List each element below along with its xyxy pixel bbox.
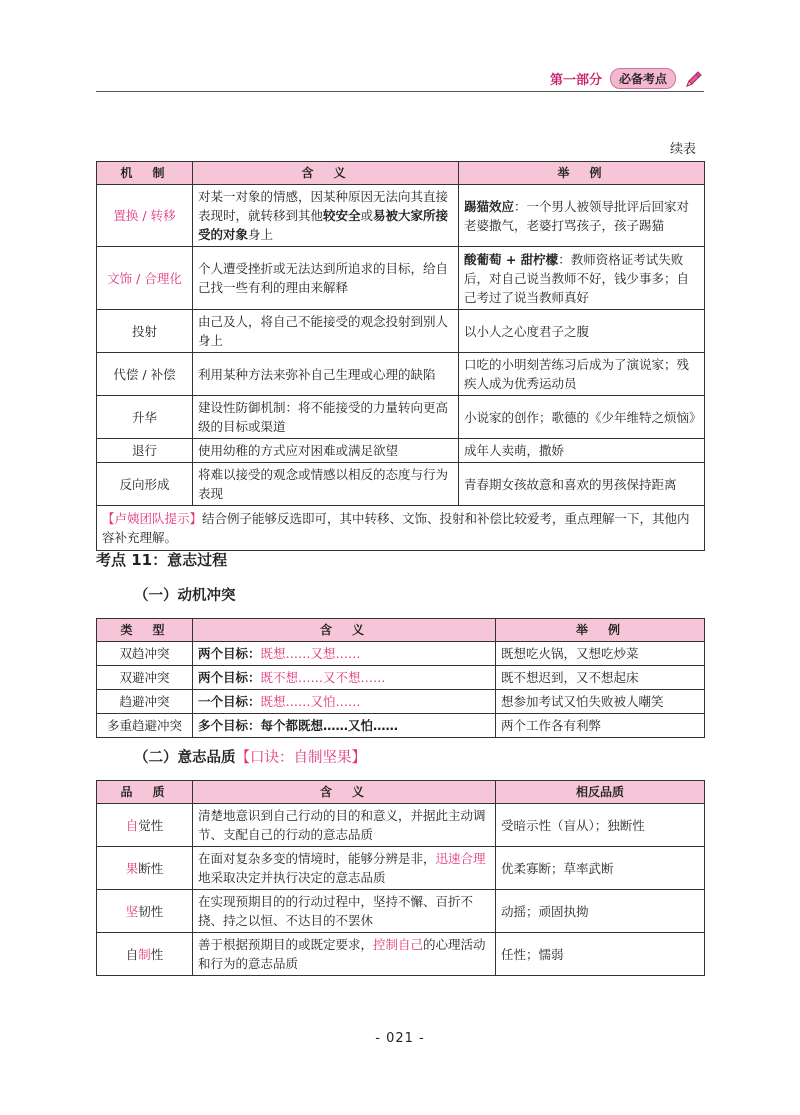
mechanism-example: 以小人之心度君子之腹 [459, 310, 705, 353]
section-heading: 考点 11：意志过程 [96, 551, 228, 569]
header-rule [96, 91, 704, 92]
mechanism-name: 反向形成 [97, 463, 193, 506]
table-row [97, 185, 705, 247]
subsection-heading: （二）意志品质【口诀：自制坚果】 [134, 750, 366, 766]
mechanism-meaning: 由己及人，将自己不能接受的观念投射到别人身上 [193, 310, 459, 353]
mechanism-example: 口吃的小明刻苦练习后成为了演说家；残疾人成为优秀运动员 [459, 353, 705, 396]
table-row [97, 690, 705, 714]
mechanism-meaning: 对某一对象的情感，因某种原因无法向其直接表现时，就转移到其他较安全或易被大家所接受的对象身上 [193, 185, 459, 247]
mechanism-name: 升华 [97, 396, 193, 439]
pencil-icon [684, 69, 704, 89]
header-cell: 品 质 [97, 781, 193, 804]
mechanism-name: 置换 / 转移 [97, 185, 193, 247]
quality-name: 坚韧性 [97, 890, 193, 933]
quality-name: 果断性 [97, 847, 193, 890]
table-row [97, 890, 705, 933]
header-cell: 举 例 [459, 162, 705, 185]
conflict-example: 两个工作各有利弊 [496, 714, 705, 738]
quality-name: 自觉性 [97, 804, 193, 847]
conflict-meaning: 一个目标：既想……又怕…… [193, 690, 496, 714]
mechanism-meaning: 建设性防御机制：将不能接受的力量转向更高级的目标或渠道 [193, 396, 459, 439]
mechanism-example: 踢猫效应：一个男人被领导批评后回家对老婆撒气，老婆打骂孩子，孩子踢猫 [459, 185, 705, 247]
tip-cell [97, 506, 705, 551]
header-cell: 举 例 [496, 619, 705, 642]
conflict-meaning: 两个目标：既想……又想…… [193, 642, 496, 666]
mechanism-name: 代偿 / 补偿 [97, 353, 193, 396]
tip-tag: 【卢姨团队提示】 [102, 511, 203, 526]
conflict-example: 既不想迟到，又不想起床 [496, 666, 705, 690]
table-row [97, 714, 705, 738]
table-row [97, 804, 705, 847]
mechanism-meaning: 利用某种方法来弥补自己生理或心理的缺陷 [193, 353, 459, 396]
table-row [97, 439, 705, 463]
mechanism-name: 投射 [97, 310, 193, 353]
subsection-heading: （一）动机冲突 [134, 588, 236, 604]
page-number: - 021 - [375, 1031, 425, 1046]
quality-opposite: 任性；懦弱 [496, 933, 705, 976]
mechanism-example: 小说家的创作；歌德的《少年维特之烦恼》 [459, 396, 705, 439]
conflict-meaning: 两个目标：既不想……又不想…… [193, 666, 496, 690]
table-row [97, 463, 705, 506]
quality-meaning: 在面对复杂多变的情境时，能够分辨是非，迅速合理地采取决定并执行决定的意志品质 [193, 847, 496, 890]
will-quality-table [96, 780, 705, 976]
header-cell: 机 制 [97, 162, 193, 185]
table-row [97, 310, 705, 353]
conflict-type: 双避冲突 [97, 666, 193, 690]
header-cell: 含 义 [193, 162, 459, 185]
mechanism-example: 成年人卖萌，撒娇 [459, 439, 705, 463]
header-cell: 类 型 [97, 619, 193, 642]
conflict-example: 既想吃火锅，又想吃炒菜 [496, 642, 705, 666]
section-badge: 必备考点 [610, 68, 676, 89]
motive-conflict-table [96, 618, 705, 738]
header-cell: 含 义 [193, 619, 496, 642]
table-header-row [97, 781, 705, 804]
header-cell: 相反品质 [496, 781, 705, 804]
quality-meaning: 清楚地意识到自己行动的目的和意义，并据此主动调节、支配自己的行动的意志品质 [193, 804, 496, 847]
table-row [97, 642, 705, 666]
tip-text: 结合例子能够反选即可，其中转移、文饰、投射和补偿比较爱考，重点理解一下，其他内容补充理解。 [102, 511, 690, 545]
header-right [550, 68, 704, 89]
table-header-row [97, 619, 705, 642]
table-row [97, 247, 705, 310]
header-cell: 含 义 [193, 781, 496, 804]
page-header [96, 66, 704, 92]
quality-meaning: 在实现预期目的的行动过程中，坚持不懈、百折不挠、持之以恒、不达目的不罢休 [193, 890, 496, 933]
mechanism-name: 文饰 / 合理化 [97, 247, 193, 310]
table-row [97, 847, 705, 890]
mechanism-meaning: 将难以接受的观念或情感以相反的态度与行为表现 [193, 463, 459, 506]
quality-meaning: 善于根据预期目的或既定要求，控制自己的心理活动和行为的意志品质 [193, 933, 496, 976]
mechanism-meaning: 使用幼稚的方式应对困难或满足欲望 [193, 439, 459, 463]
mechanism-example: 酸葡萄 + 甜柠檬：教师资格证考试失败后，对自己说当教师不好，钱少事多；自己考过了说当教师真好 [459, 247, 705, 310]
quality-opposite: 优柔寡断；草率武断 [496, 847, 705, 890]
mechanism-meaning: 个人遭受挫折或无法达到所追求的目标，给自己找一些有利的理由来解释 [193, 247, 459, 310]
conflict-type: 趋避冲突 [97, 690, 193, 714]
conflict-type: 多重趋避冲突 [97, 714, 193, 738]
table-row [97, 666, 705, 690]
mnemonic-tag: 【口诀：自制坚果】 [235, 750, 366, 766]
quality-opposite: 动摇；顽固执拗 [496, 890, 705, 933]
conflict-meaning: 多个目标：每个都既想……又怕…… [193, 714, 496, 738]
table-row [97, 933, 705, 976]
part-label: 第一部分 [549, 73, 602, 88]
table-row [97, 396, 705, 439]
tip-row [97, 506, 705, 551]
conflict-example: 想参加考试又怕失败被人嘲笑 [496, 690, 705, 714]
quality-name: 自制性 [97, 933, 193, 976]
table-row [97, 353, 705, 396]
mechanism-example: 青春期女孩故意和喜欢的男孩保持距离 [459, 463, 705, 506]
conflict-type: 双趋冲突 [97, 642, 193, 666]
table-header-row [97, 162, 705, 185]
mechanism-name: 退行 [97, 439, 193, 463]
quality-opposite: 受暗示性（盲从）；独断性 [496, 804, 705, 847]
defense-mechanism-table [96, 161, 705, 551]
continue-label: 续表 [669, 142, 696, 157]
